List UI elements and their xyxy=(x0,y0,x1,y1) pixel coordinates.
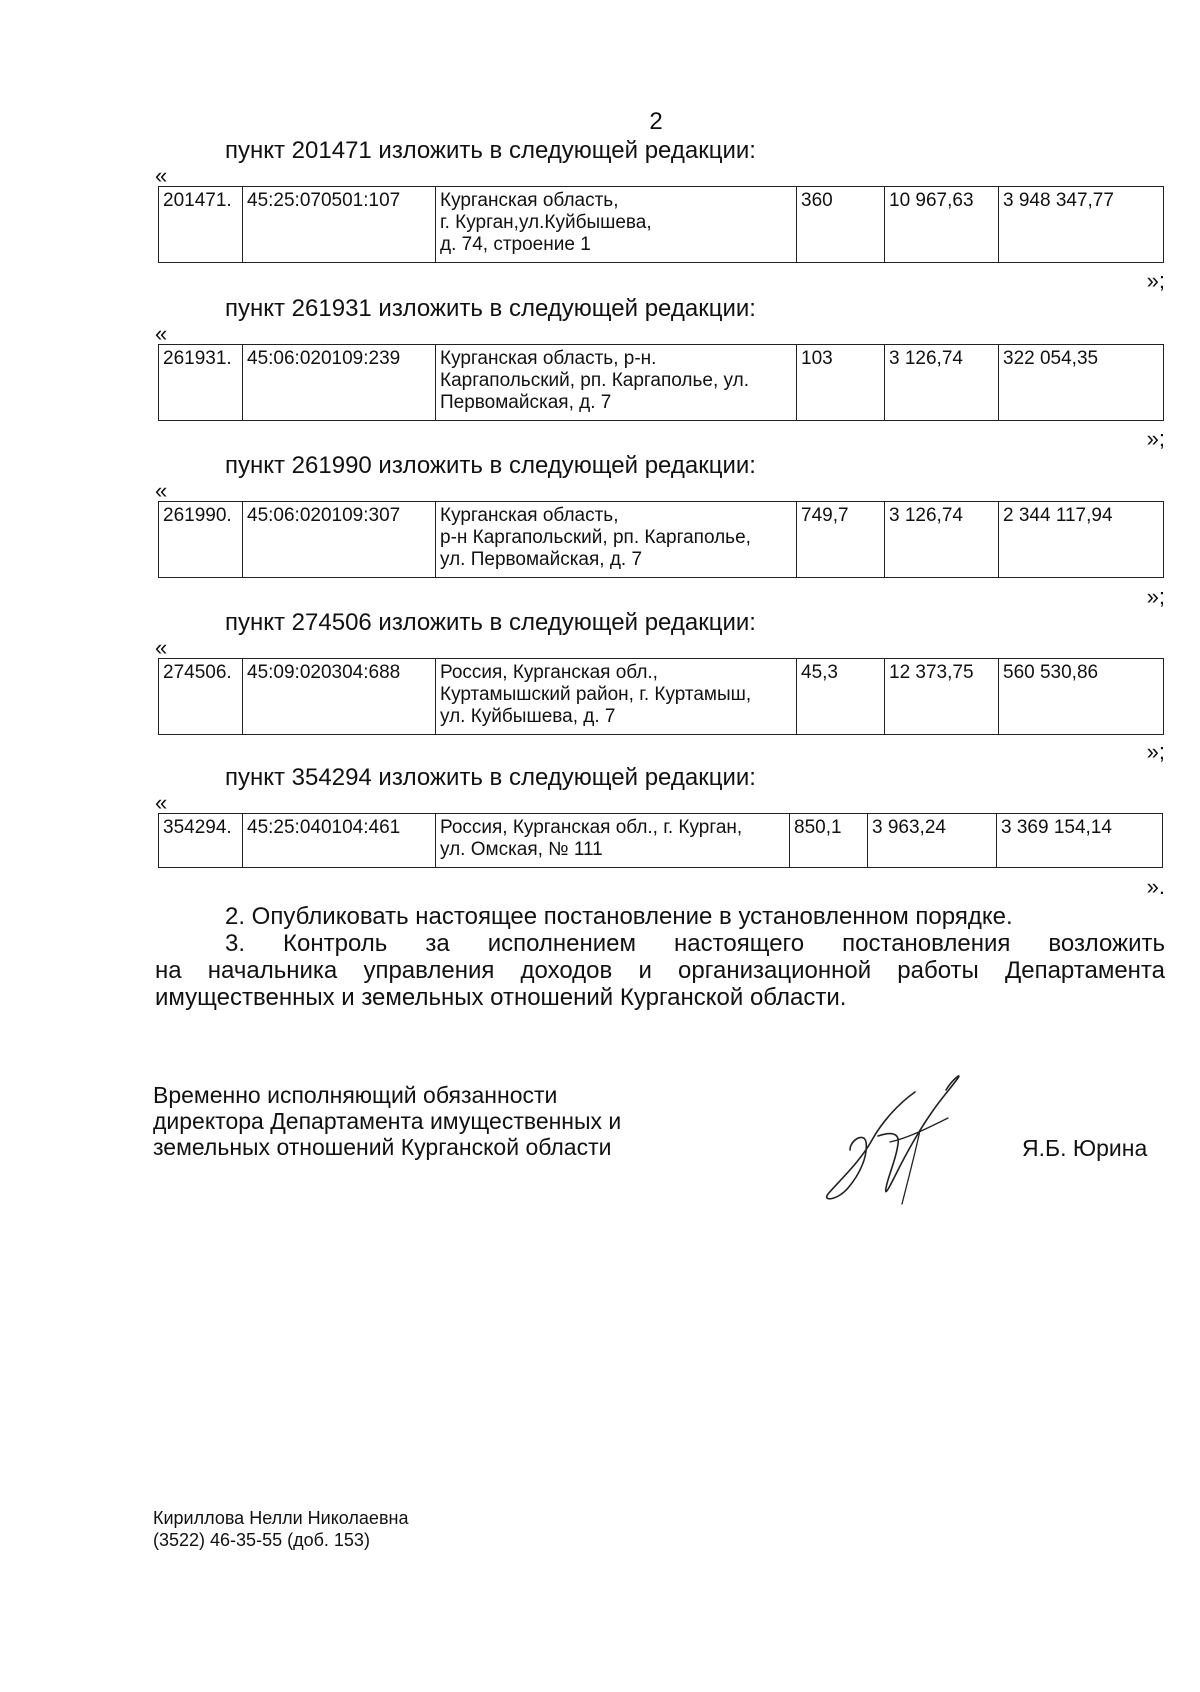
cell-value: 560 530,86 xyxy=(999,659,1164,735)
cell-rate: 3 126,74 xyxy=(885,345,999,421)
executor-info xyxy=(153,1507,408,1551)
section-261931 xyxy=(155,295,1165,455)
section-title: пункт 201471 изложить в следующей редакции: xyxy=(225,137,756,164)
cell-cadastral: 45:06:020109:307 xyxy=(243,502,436,578)
data-table xyxy=(158,344,1164,421)
section-title: пункт 354294 изложить в следующей редакции: xyxy=(225,764,756,791)
address-line: ул. Куйбышева, д. 7 xyxy=(440,706,616,727)
cell-value: 3 369 154,14 xyxy=(997,814,1163,868)
signer-position-line: директора Департамента имущественных и xyxy=(153,1108,622,1134)
section-261990 xyxy=(155,452,1165,612)
close-quote: »; xyxy=(1146,584,1165,609)
data-table xyxy=(158,658,1164,735)
address-line: д. 74, строение 1 xyxy=(440,234,591,255)
cell-cadastral: 45:25:040104:461 xyxy=(243,814,436,868)
section-title: пункт 274506 изложить в следующей редакции: xyxy=(225,609,756,636)
address-line: Курганская область, р-н. xyxy=(440,348,657,369)
cell-cadastral: 45:09:020304:688 xyxy=(243,659,436,735)
address-line: Курганская область, xyxy=(440,505,619,526)
open-quote: « xyxy=(155,321,168,346)
close-quote: »; xyxy=(1146,426,1165,451)
paragraph-control xyxy=(155,930,1165,1011)
cell-address xyxy=(436,187,797,263)
address-line: Россия, Курганская обл., г. Курган, xyxy=(440,817,743,838)
cell-area: 103 xyxy=(797,345,885,421)
signer-position-line: земельных отношений Курганской области xyxy=(153,1134,612,1160)
paragraph-control-first-line: 3. Контроль за исполнением настоящего постановления возложить xyxy=(225,930,1165,957)
data-table xyxy=(158,186,1164,263)
table-row xyxy=(159,502,1164,578)
cell-address xyxy=(436,814,790,868)
address-line: р-н Каргапольский, рп. Каргаполье, xyxy=(440,527,751,548)
cell-number: 201471. xyxy=(159,187,243,263)
address-line: Куртамышский район, г. Куртамыш, xyxy=(440,684,752,705)
cell-address xyxy=(436,502,797,578)
cell-value: 2 344 117,94 xyxy=(999,502,1164,578)
executor-phone: (3522) 46-35-55 (доб. 153) xyxy=(153,1530,370,1550)
signer-position xyxy=(153,1082,621,1160)
close-quote: »; xyxy=(1146,739,1165,764)
data-table xyxy=(158,813,1163,868)
address-line: г. Курган,ул.Куйбышева, xyxy=(440,212,652,233)
table-row xyxy=(159,659,1164,735)
address-line: ул. Омская, № 111 xyxy=(440,839,603,860)
cell-rate: 12 373,75 xyxy=(885,659,999,735)
cell-cadastral: 45:25:070501:107 xyxy=(243,187,436,263)
handwritten-signature xyxy=(820,1070,970,1210)
open-quote: « xyxy=(155,635,168,660)
cell-cadastral: 45:06:020109:239 xyxy=(243,345,436,421)
cell-number: 261931. xyxy=(159,345,243,421)
paragraph-publish: 2. Опубликовать настоящее постановление в установленном порядке. xyxy=(225,903,1013,930)
table-row xyxy=(159,187,1164,263)
close-quote: ». xyxy=(1146,874,1165,899)
signer-name: Я.Б. Юрина xyxy=(1022,1135,1148,1161)
address-line: Каргапольский, рп. Каргаполье, ул. xyxy=(440,370,749,391)
section-201471 xyxy=(155,137,1165,297)
cell-area: 45,3 xyxy=(797,659,885,735)
table-row xyxy=(159,814,1163,868)
open-quote: « xyxy=(155,790,168,815)
address-line: Первомайская, д. 7 xyxy=(440,392,612,413)
close-quote: »; xyxy=(1146,268,1165,293)
address-line: ул. Первомайская, д. 7 xyxy=(440,549,643,570)
address-line: Курганская область, xyxy=(440,190,619,211)
signer-position-line: Временно исполняющий обязанности xyxy=(153,1082,558,1108)
paragraph-control-rest: на начальника управления доходов и организационной работы Департамента имущественных и земельных отношений Курганской области. xyxy=(155,957,1165,1011)
cell-area: 360 xyxy=(797,187,885,263)
cell-area: 850,1 xyxy=(790,814,868,868)
cell-rate: 10 967,63 xyxy=(885,187,999,263)
table-row xyxy=(159,345,1164,421)
cell-value: 322 054,35 xyxy=(999,345,1164,421)
section-title: пункт 261990 изложить в следующей редакции: xyxy=(225,452,756,479)
executor-name: Кириллова Нелли Николаевна xyxy=(153,1508,409,1528)
data-table xyxy=(158,501,1164,578)
open-quote: « xyxy=(155,478,168,503)
open-quote: « xyxy=(155,163,168,188)
cell-rate: 3 126,74 xyxy=(885,502,999,578)
cell-area: 749,7 xyxy=(797,502,885,578)
cell-address xyxy=(436,659,797,735)
cell-address xyxy=(436,345,797,421)
cell-number: 354294. xyxy=(159,814,243,868)
cell-number: 274506. xyxy=(159,659,243,735)
cell-number: 261990. xyxy=(159,502,243,578)
section-354294 xyxy=(155,764,1165,904)
section-title: пункт 261931 изложить в следующей редакции: xyxy=(225,295,756,322)
cell-rate: 3 963,24 xyxy=(868,814,997,868)
page-number: 2 xyxy=(649,108,663,135)
cell-value: 3 948 347,77 xyxy=(999,187,1164,263)
section-274506 xyxy=(155,609,1165,769)
address-line: Россия, Курганская обл., xyxy=(440,662,658,683)
